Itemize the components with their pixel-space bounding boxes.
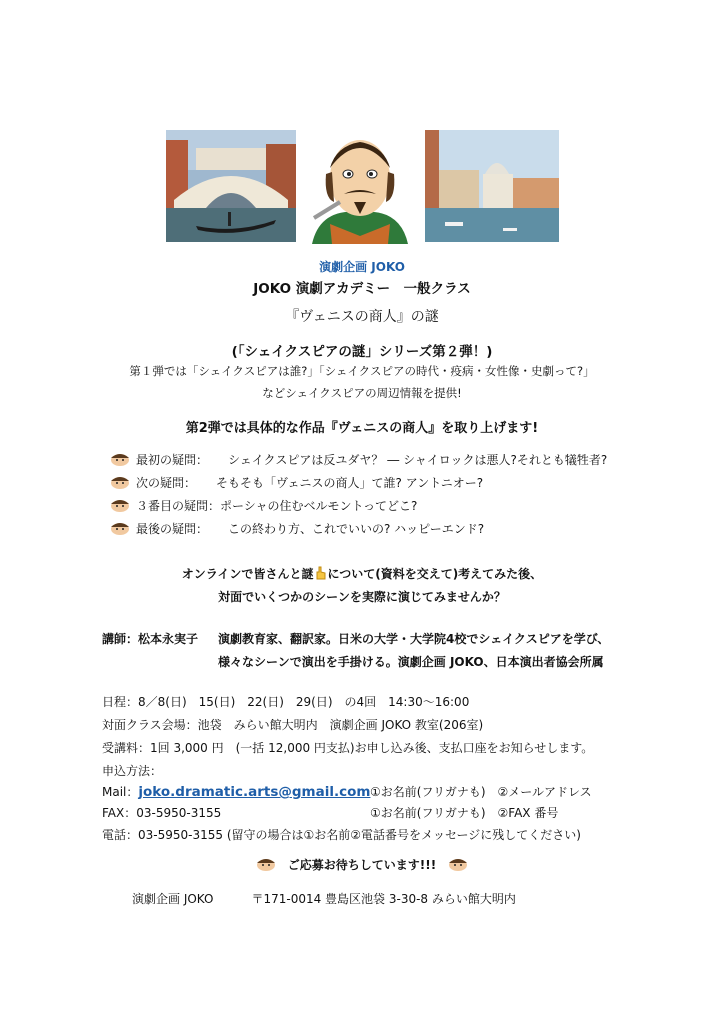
schedule: 日程：8／8(日) 15(日) 22(日) 29(日) の4回 14:30～16:00 [102,695,470,709]
class-title: JOKO 演劇アカデミー 一般クラス [253,281,471,297]
series1-description-line2: などシェイクスピアの周辺情報を提供! [262,386,462,400]
online-line2: 対面でいくつかのシーンを実際に演じてみませんか？ [218,590,506,604]
closing-line [0,856,724,873]
question-item [108,451,607,468]
grand-canal-photo [425,130,559,242]
organization-name: 演劇企画 JOKO [319,260,405,274]
question-text: この終わり方、これでいいの? ハッピーエンド? [228,522,485,536]
online-line1-part1: オンラインで皆さんと謎 [181,567,314,581]
series-subtitle: (「シェイクスピアの謎」シリーズ第２弾！) [231,344,493,360]
question-label: 最初の疑問： [136,453,209,467]
footer [132,890,516,907]
question-text: ポーシャの住むベルモントってどこ? [220,499,418,513]
mail-label: Mail： [102,785,139,799]
apply-label: 申込方法： [102,764,163,778]
question-text: シェイクスピアは反ユダヤ？ ― シャイロックは悪人?それとも犠牲者? [228,453,608,467]
shakespeare-face-icon [108,475,132,490]
venue: 対面クラス会場：池袋 みらい館大明内 演劇企画 JOKO 教室(206室) [102,718,484,732]
shakespeare-face-icon [108,521,132,536]
closing-text: ご応募お待ちしています!!! [287,858,437,872]
mail-link[interactable]: joko.dramatic.arts@gmail.com [138,784,371,800]
footer-org: 演劇企画 JOKO [132,892,214,906]
series2-description: 第2弾では具体的な作品『ヴェニスの商人』を取り上げます! [185,421,539,436]
instructor-label: 講師：松本永実子 [102,632,199,646]
shakespeare-face-icon [108,452,132,467]
fee: 受講料：1回 3,000 円 (一括 12,000 円支払)お申し込み後、支払口座をお知らせします。 [102,741,594,755]
shakespeare-illustration [300,128,420,244]
shakespeare-face-icon [254,856,278,872]
shakespeare-face-icon [108,498,132,513]
question-item [108,497,417,514]
main-title: 『ヴェニスの商人』の謎 [285,309,439,325]
question-item [108,474,483,491]
online-line1-part2: について(資料を交えて)考えてみた後、 [327,567,543,581]
question-label: 最後の疑問： [136,522,209,536]
fax-note: ①お名前(フリガナも) ②FAX 番号 [370,806,559,820]
instructor-line1 [102,630,609,647]
shakespeare-face-icon [446,856,470,872]
online-line1 [0,565,724,582]
tel: 電話：03-5950-3155 (留守の場合は①お名前②電話番号をメッセージに残してください) [102,828,581,842]
footer-address: 〒171-0014 豊島区池袋 3-30-8 みらい館大明内 [251,892,516,906]
instructor-bio-line1: 演劇教育家、翻訳家。日米の大学・大学院4校でシェイクスピアを学び、 [218,632,610,646]
pointing-hand-icon [313,566,327,580]
mail-row [102,783,370,800]
question-label: ３番目の疑問： [136,499,221,513]
question-label: 次の疑問： [136,476,197,490]
series1-description-line1: 第１弾では「シェイクスピアは誰?」「シェイクスピアの時代・疫病・女性像・史劇って?」 [129,364,595,378]
mail-note: ①お名前(フリガナも) ②メールアドレス [370,785,592,799]
question-item [108,520,484,537]
question-text: そもそも「ヴェニスの商人」て誰? アントニオー? [216,476,484,490]
fax: FAX：03-5950-3155 [102,806,222,820]
rialto-bridge-photo [166,130,296,242]
instructor-bio-line2: 様々なシーンで演出を手掛ける。演劇企画 JOKO、日本演出者協会所属 [218,655,604,669]
